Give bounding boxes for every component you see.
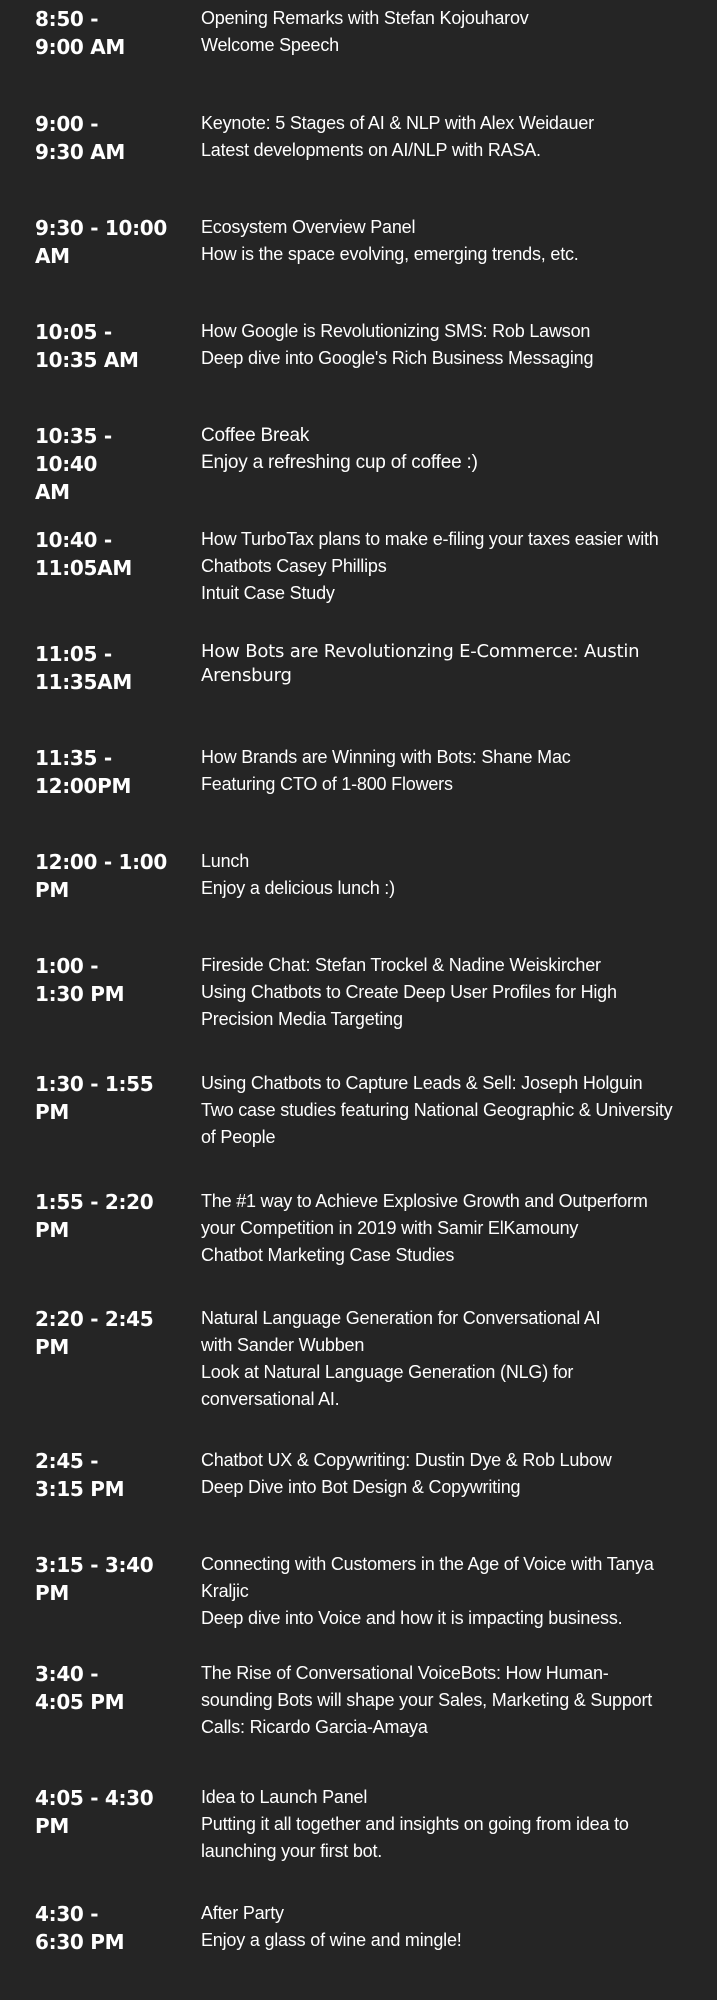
session-title: How Bots are Revolutionzing E-Commerce: Austin	[201, 641, 640, 662]
session-title: Coffee Break	[201, 425, 310, 446]
session-description-line: Calls: Ricardo Garcia-Amaya	[201, 1717, 428, 1737]
session-description-line: launching your first bot.	[201, 1841, 383, 1861]
session-details	[201, 1784, 701, 1865]
session-time: 9:00 - 9:30 AM	[35, 112, 125, 164]
session-title: Idea to Launch Panel	[201, 1787, 368, 1807]
session-details	[201, 1660, 701, 1741]
session-time: 10:40 - 11:05AM	[35, 528, 132, 580]
session-time: 3:40 - 4:05 PM	[35, 1662, 125, 1714]
session-title: Chatbot UX & Copywriting: Dustin Dye & Rob Lubow	[201, 1450, 612, 1470]
session-description-line: Look at Natural Language Generation (NLG) for	[201, 1362, 574, 1382]
session-time: 12:00 - 1:00 PM	[35, 850, 168, 902]
session-title: Using Chatbots to Capture Leads & Sell: Joseph Holguin	[201, 1073, 643, 1093]
session-title: The Rise of Conversational VoiceBots: How Human-	[201, 1663, 609, 1683]
session-description-line: Latest developments on AI/NLP with RASA.	[201, 140, 541, 160]
session-description-line: with Sander Wubben	[201, 1335, 365, 1355]
session-description-line: Using Chatbots to Create Deep User Profiles for High	[201, 982, 617, 1002]
session-title: How Brands are Winning with Bots: Shane Mac	[201, 747, 571, 767]
session-time: 4:30 - 6:30 PM	[35, 1902, 125, 1954]
session-title: Natural Language Generation for Conversational AI	[201, 1308, 601, 1328]
session-details	[201, 952, 701, 1033]
session-description-line: Arensburg	[201, 665, 292, 686]
session-details	[201, 422, 701, 476]
session-title: How TurboTax plans to make e-filing your taxes easier with	[201, 529, 659, 549]
session-title: The #1 way to Achieve Explosive Growth and Outperform	[201, 1191, 648, 1211]
session-description-line: Featuring CTO of 1-800 Flowers	[201, 774, 453, 794]
session-time: 8:50 - 9:00 AM	[35, 7, 125, 59]
session-details	[201, 744, 701, 798]
session-time: 11:35 - 12:00PM	[35, 746, 132, 798]
session-time: 1:55 - 2:20 PM	[35, 1190, 154, 1242]
session-time: 4:05 - 4:30 PM	[35, 1786, 154, 1838]
session-description-line: How is the space evolving, emerging trends, etc.	[201, 244, 579, 264]
session-details	[201, 640, 701, 688]
session-description-line: Deep dive into Google's Rich Business Messaging	[201, 348, 594, 368]
session-time: 1:00 - 1:30 PM	[35, 954, 125, 1006]
session-title: Ecosystem Overview Panel	[201, 217, 416, 237]
session-description-line: of People	[201, 1127, 276, 1147]
session-time: 9:30 - 10:00 AM	[35, 216, 168, 268]
session-details	[201, 1070, 701, 1151]
session-description-line: Kraljic	[201, 1581, 249, 1601]
session-description-line: Putting it all together and insights on going from idea to	[201, 1814, 629, 1834]
session-title: After Party	[201, 1903, 284, 1923]
session-description-line: Intuit Case Study	[201, 583, 335, 603]
session-time: 10:05 - 10:35 AM	[35, 320, 139, 372]
session-title: Fireside Chat: Stefan Trockel & Nadine Weiskircher	[201, 955, 601, 975]
session-details	[201, 1305, 701, 1413]
session-description-line: Welcome Speech	[201, 35, 339, 55]
session-title: How Google is Revolutionizing SMS: Rob Lawson	[201, 321, 591, 341]
session-details	[201, 1551, 701, 1632]
session-title: Connecting with Customers in the Age of Voice with Tanya	[201, 1554, 654, 1574]
session-description-line: Enjoy a refreshing cup of coffee :)	[201, 452, 478, 473]
session-description-line: your Competition in 2019 with Samir ElKamouny	[201, 1218, 579, 1238]
session-description-line: Precision Media Targeting	[201, 1009, 403, 1029]
session-details	[201, 848, 701, 902]
session-time: 2:20 - 2:45 PM	[35, 1307, 154, 1359]
session-description-line: Chatbot Marketing Case Studies	[201, 1245, 455, 1265]
session-description-line: Enjoy a glass of wine and mingle!	[201, 1930, 462, 1950]
session-description-line: sounding Bots will shape your Sales, Marketing & Support	[201, 1690, 653, 1710]
session-details	[201, 214, 701, 268]
session-time: 3:15 - 3:40 PM	[35, 1553, 154, 1605]
session-description-line: Two case studies featuring National Geographic & University	[201, 1100, 673, 1120]
session-details	[201, 1447, 701, 1501]
session-details	[201, 1188, 701, 1269]
session-description-line: Deep Dive into Bot Design & Copywriting	[201, 1477, 521, 1497]
session-time: 1:30 - 1:55 PM	[35, 1072, 154, 1124]
session-title: Lunch	[201, 851, 250, 871]
session-description-line: Deep dive into Voice and how it is impacting business.	[201, 1608, 623, 1628]
session-details	[201, 110, 701, 164]
session-title: Keynote: 5 Stages of AI & NLP with Alex Weidauer	[201, 113, 594, 133]
session-title: Opening Remarks with Stefan Kojouharov	[201, 8, 529, 28]
session-details	[201, 1900, 701, 1954]
session-description-line: conversational AI.	[201, 1389, 340, 1409]
session-description-line: Enjoy a delicious lunch :)	[201, 878, 395, 898]
session-description-line: Chatbots Casey Phillips	[201, 556, 387, 576]
session-details	[201, 526, 701, 607]
session-details	[201, 5, 701, 59]
session-time: 11:05 - 11:35AM	[35, 642, 132, 694]
session-details	[201, 318, 701, 372]
session-time: 2:45 - 3:15 PM	[35, 1449, 125, 1501]
session-time: 10:35 - 10:40 AM	[35, 424, 112, 504]
